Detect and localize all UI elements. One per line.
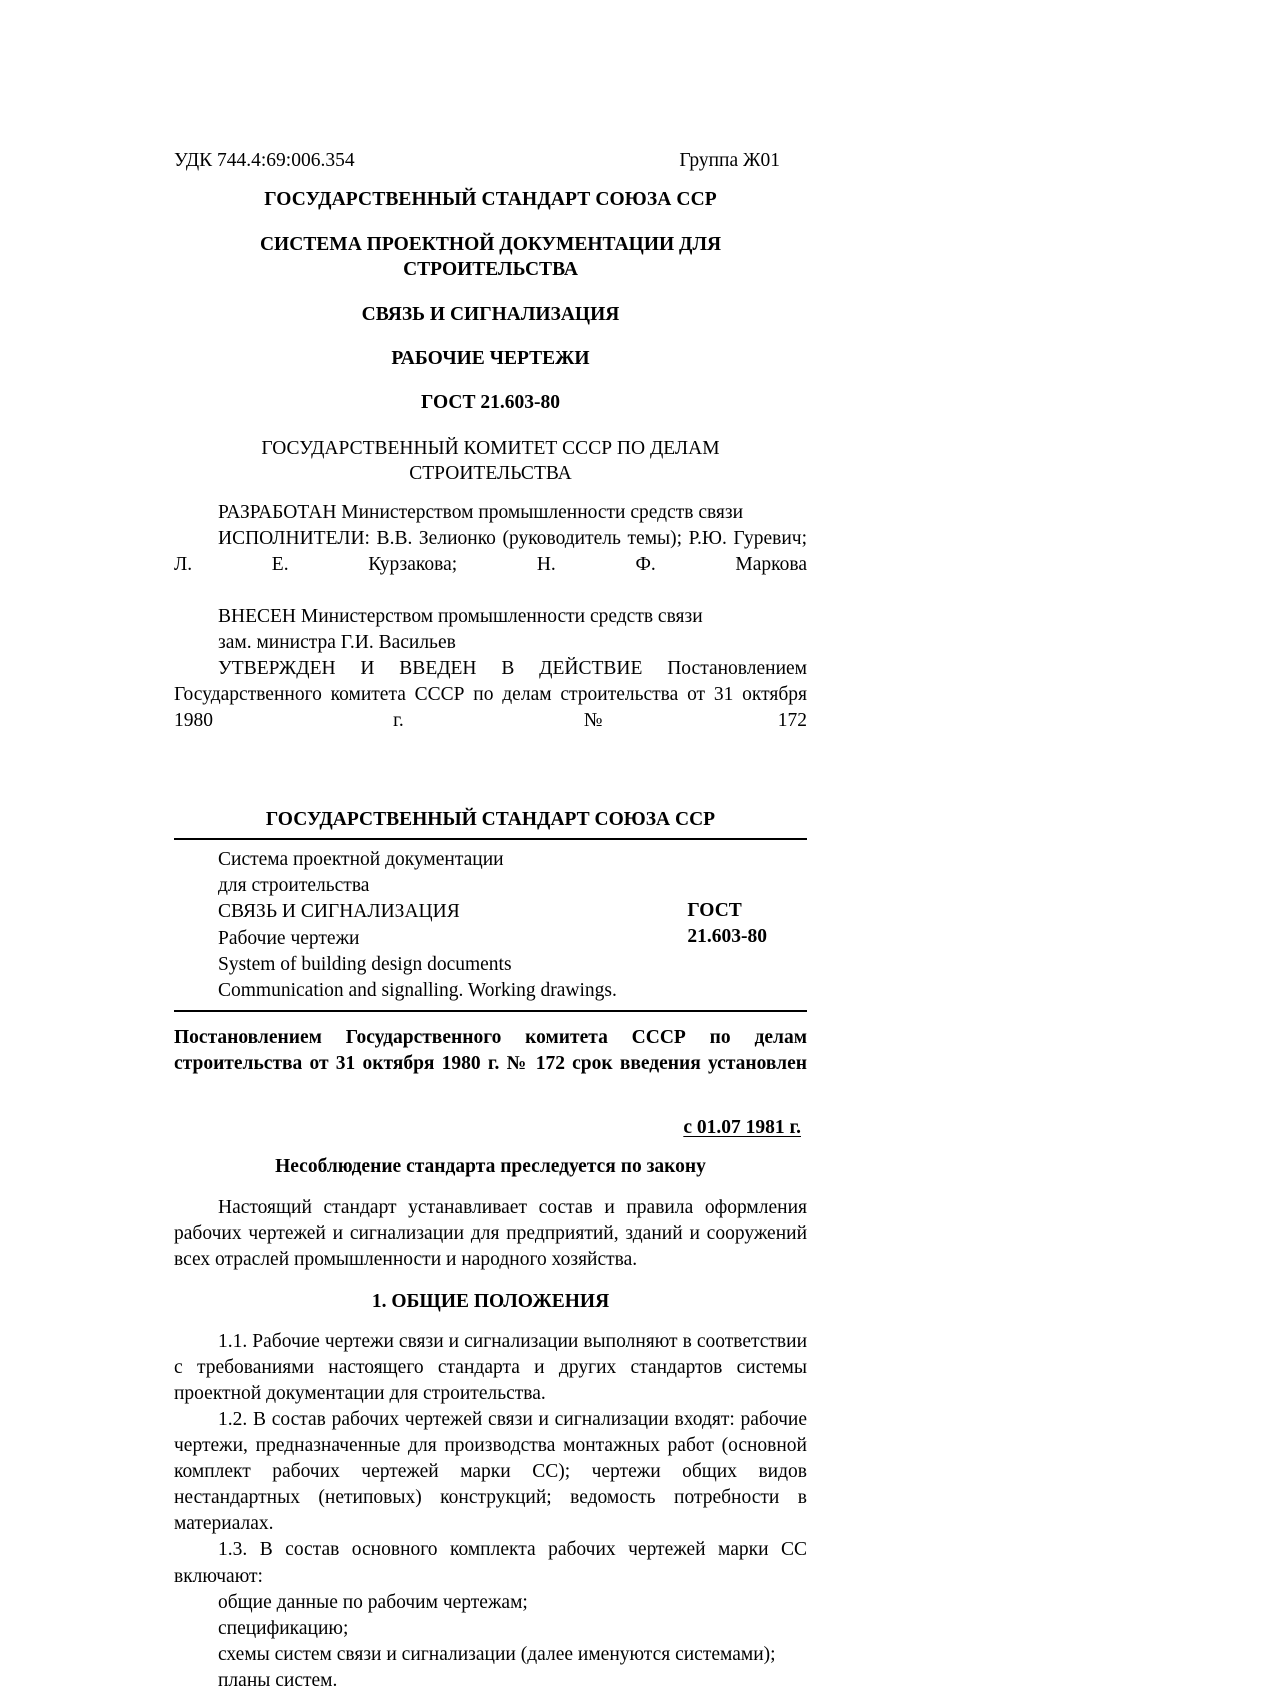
effective-date-row (174, 1117, 807, 1139)
credit-developed-by: РАЗРАБОТАН Министерством промышленности средств связи (218, 502, 744, 524)
box-line-english-system: System of building design documents (218, 953, 512, 975)
gost-number-title: ГОСТ 21.603-80 (421, 392, 560, 414)
decree-text: Постановлением Государственного комитета СССР по делам строительства от 31 октября 1980 г. № 172 срок введения установлен (174, 1027, 807, 1075)
credit-authors: ИСПОЛНИТЕЛИ: В.В. Зелионко (руководитель темы); Р.Ю. Гуревич; Л. Е. Курзакова; Н. Ф. Маркова (174, 528, 807, 576)
document-type-title: РАБОЧИЕ ЧЕРТЕЖИ (391, 348, 590, 370)
standard-title-box (174, 807, 807, 1013)
udk-code: УДК 744.4:69:006.354 (174, 150, 355, 171)
state-standard-title: ГОСУДАРСТВЕННЫЙ СТАНДАРТ СОЮЗА ССР (264, 188, 717, 210)
committee-name: ГОСУДАРСТВЕННЫЙ КОМИТЕТ СССР ПО ДЕЛАМ СТРОИТЕЛЬСТВА (261, 437, 720, 485)
standard-box-right-column (687, 847, 807, 950)
list-item: общие данные по рабочим чертежам; (218, 1591, 528, 1613)
group-code: Группа Ж01 (679, 150, 780, 171)
list-item: схемы систем связи и сигнализации (далее именуются системами); (218, 1643, 776, 1665)
box-line-system: Система проектной документации (218, 849, 504, 871)
standard-box-title: ГОСУДАРСТВЕННЫЙ СТАНДАРТ СОЮЗА ССР (265, 808, 716, 830)
box-line-construction: для строительства (218, 875, 370, 897)
credits-block (174, 500, 807, 759)
box-bottom-rule (174, 1010, 807, 1012)
clause-1-2: 1.2. В состав рабочих чертежей связи и сигнализации входят: рабочие чертежи, предназначенные для производства монтажных работ (основной комплект рабочих чертежей марки СС); чертежи общих видов нестандартных (нетиповых) конструкций; ведомость потребности в материалах. (174, 1409, 807, 1535)
intro-paragraph: Настоящий стандарт устанавливает состав и правила оформления рабочих чертежей и сигнализации для предприятий, зданий и сооружений всех отраслей промышленности и народного хозяйства. (174, 1197, 807, 1271)
system-title: СИСТЕМА ПРОЕКТНОЙ ДОКУМЕНТАЦИИ ДЛЯ СТРОИТЕЛЬСТВА (259, 234, 722, 281)
effective-date: с 01.07 1981 г. (683, 1117, 801, 1139)
credit-submitted-by: ВНЕСЕН Министерством промышленности средств связи (218, 606, 703, 628)
credit-approved: УТВЕРЖДЕН И ВВЕДЕН В ДЕЙСТВИЕ Постановлением Государственного комитета СССР по делам строительства от 31 октября 1980 г. №172 (174, 658, 807, 731)
clause-1-1: 1.1. Рабочие чертежи связи и сигнализации выполняют в соответствии с требованиями настоящего стандарта и других стандартов системы проектной документации для строительства. (174, 1331, 807, 1405)
list-item: спецификацию; (218, 1617, 349, 1639)
list-item: планы систем. (218, 1669, 338, 1691)
subject-title: СВЯЗЬ И СИГНАЛИЗАЦИЯ (361, 303, 620, 325)
section-1-heading: 1. ОБЩИЕ ПОЛОЖЕНИЯ (371, 1291, 610, 1313)
box-line-working-drawings: Рабочие чертежи (218, 927, 360, 949)
page-content (174, 148, 807, 1694)
document-meta-row (174, 148, 807, 174)
box-gost-label: ГОСТ (687, 900, 742, 922)
credit-deputy-minister: зам. министра Г.И. Васильев (218, 632, 456, 654)
box-gost-value: 21.603-80 (687, 926, 767, 948)
standard-box-left-column (218, 847, 617, 1004)
clause-1-3: 1.3. В состав основного комплекта рабочих чертежей марки СС включают: (174, 1539, 807, 1587)
box-line-subject: СВЯЗЬ И СИГНАЛИЗАЦИЯ (218, 901, 460, 923)
standard-box-body (174, 840, 807, 1010)
penalty-notice: Несоблюдение стандарта преследуется по закону (275, 1156, 706, 1178)
box-line-english-subject: Communication and signalling. Working drawings. (218, 980, 617, 1002)
